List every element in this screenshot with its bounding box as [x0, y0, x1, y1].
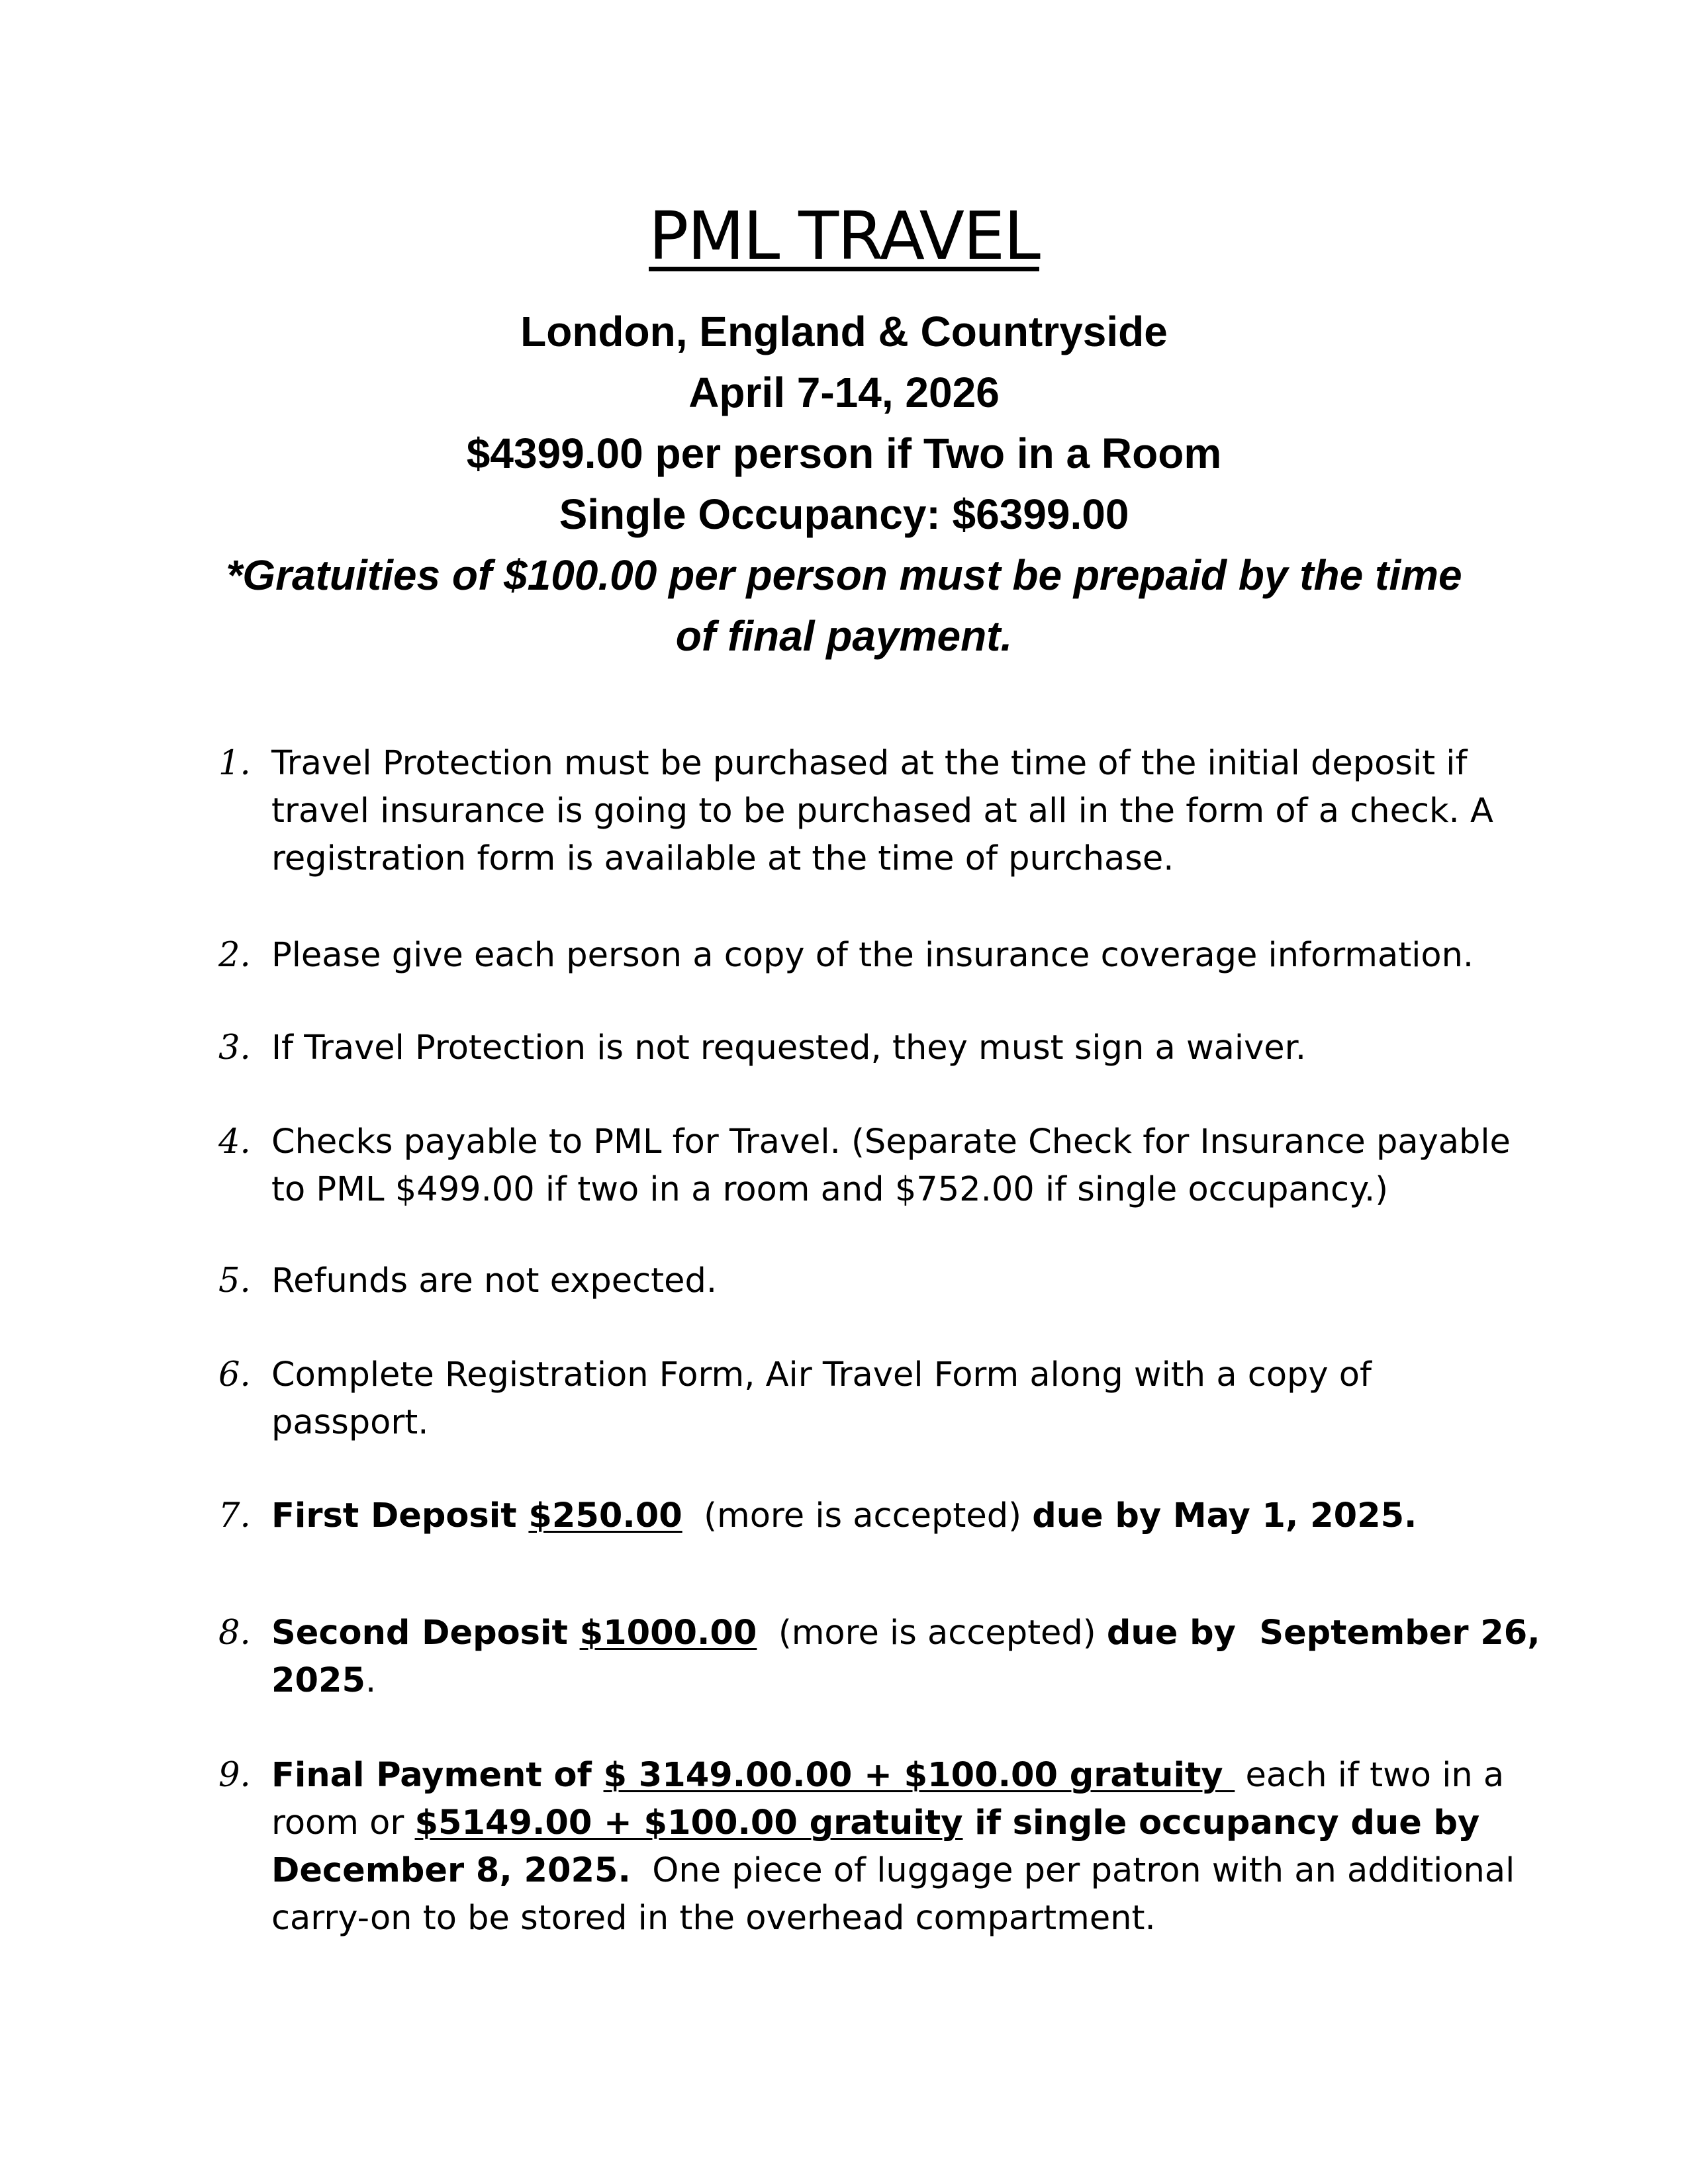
final-payment-single-note: if single occupancy due by — [962, 1803, 1480, 1843]
deposit-label: First Deposit — [271, 1496, 529, 1535]
list-item — [218, 1257, 1509, 1305]
list-item — [218, 932, 1509, 979]
item-line: passport. — [271, 1403, 429, 1442]
item-line — [271, 1657, 1509, 1705]
trip-dates: April 7-14, 2026 — [688, 369, 1000, 416]
item-number: 6. — [218, 1355, 251, 1394]
deposit-due-date: due by May 1, 2025. — [1032, 1496, 1417, 1535]
page-title: PML TRAVEL — [649, 197, 1039, 275]
item-text — [271, 1024, 1509, 1072]
gratuity-note-line-1: *Gratuities of $100.00 per person must be prepaid by the time — [226, 551, 1462, 599]
deposit-note: (more is accepted) — [682, 1496, 1033, 1535]
item-text — [271, 1610, 1540, 1705]
item-text — [271, 1752, 1515, 1942]
item-number: 8. — [218, 1614, 251, 1653]
item-line — [271, 1752, 1509, 1799]
list-item — [218, 740, 1509, 883]
item-number: 2. — [218, 936, 251, 975]
item-number: 1. — [218, 744, 251, 783]
final-payment-single-amount: $5149.00 + $100.00 gratuity — [414, 1803, 963, 1843]
item-text — [271, 740, 1509, 883]
item-line: If Travel Protection is not requested, they must sign a waiver. — [271, 1028, 1307, 1068]
single-occupancy-price: Single Occupancy: $6399.00 — [559, 490, 1129, 538]
final-payment-due-date: December 8, 2025. — [271, 1851, 631, 1890]
final-payment-double-amount: $ 3149.00.00 + $100.00 gratuity — [603, 1756, 1235, 1795]
list-item — [218, 1351, 1509, 1447]
item-line: travel insurance is going to be purchased at all in the form of a check. A — [271, 792, 1493, 831]
item-line: Please give each person a copy of the insurance coverage information. — [271, 936, 1474, 975]
final-payment-label: Final Payment of — [271, 1756, 604, 1795]
item-number: 3. — [218, 1028, 251, 1068]
item-line: to PML $499.00 if two in a room and $752.00 if single occupancy.) — [271, 1170, 1389, 1209]
double-occupancy-price: $4399.00 per person if Two in a Room — [466, 430, 1222, 477]
deposit-due-year: 2025 — [271, 1661, 365, 1700]
list-item — [218, 1118, 1509, 1214]
item-line — [271, 1847, 1515, 1895]
item-text — [271, 1118, 1509, 1214]
list-item — [218, 1752, 1515, 1942]
item-number: 9. — [218, 1756, 251, 1795]
item-text — [271, 1257, 1509, 1305]
item-number: 4. — [218, 1122, 251, 1161]
item-line — [271, 1799, 1509, 1847]
item-line: registration form is available at the time of purchase. — [271, 839, 1174, 878]
item-line: Travel Protection must be purchased at the time of the initial deposit if — [271, 744, 1468, 783]
deposit-amount: $250.00 — [528, 1496, 682, 1535]
item-line: Refunds are not expected. — [271, 1261, 718, 1300]
luggage-note: One piece of luggage per patron with an additional — [630, 1851, 1515, 1890]
list-item — [218, 1024, 1509, 1072]
item-line: Complete Registration Form, Air Travel Form along with a copy of — [271, 1355, 1372, 1394]
item-line: carry-on to be stored in the overhead compartment. — [271, 1899, 1156, 1938]
punctuation: . — [365, 1661, 377, 1700]
item-text — [271, 1351, 1509, 1447]
deposit-due-date: due by September 26, — [1106, 1614, 1540, 1653]
final-payment-or: room or — [271, 1803, 415, 1843]
item-text — [271, 1492, 1509, 1540]
list-item — [218, 1492, 1509, 1540]
item-text — [271, 932, 1509, 979]
item-line — [271, 1492, 1509, 1540]
gratuity-note-line-2: of final payment. — [675, 612, 1013, 660]
destination: London, England & Countryside — [520, 308, 1168, 355]
deposit-label: Second Deposit — [271, 1614, 580, 1653]
item-number: 7. — [218, 1496, 251, 1535]
item-line — [271, 1610, 1540, 1657]
item-line: Checks payable to PML for Travel. (Separate Check for Insurance payable — [271, 1122, 1511, 1161]
deposit-amount: $1000.00 — [579, 1614, 757, 1653]
list-item — [218, 1610, 1540, 1705]
deposit-note: (more is accepted) — [757, 1614, 1107, 1653]
item-number: 5. — [218, 1261, 251, 1300]
final-payment-double-note: each if two in a — [1235, 1756, 1505, 1795]
